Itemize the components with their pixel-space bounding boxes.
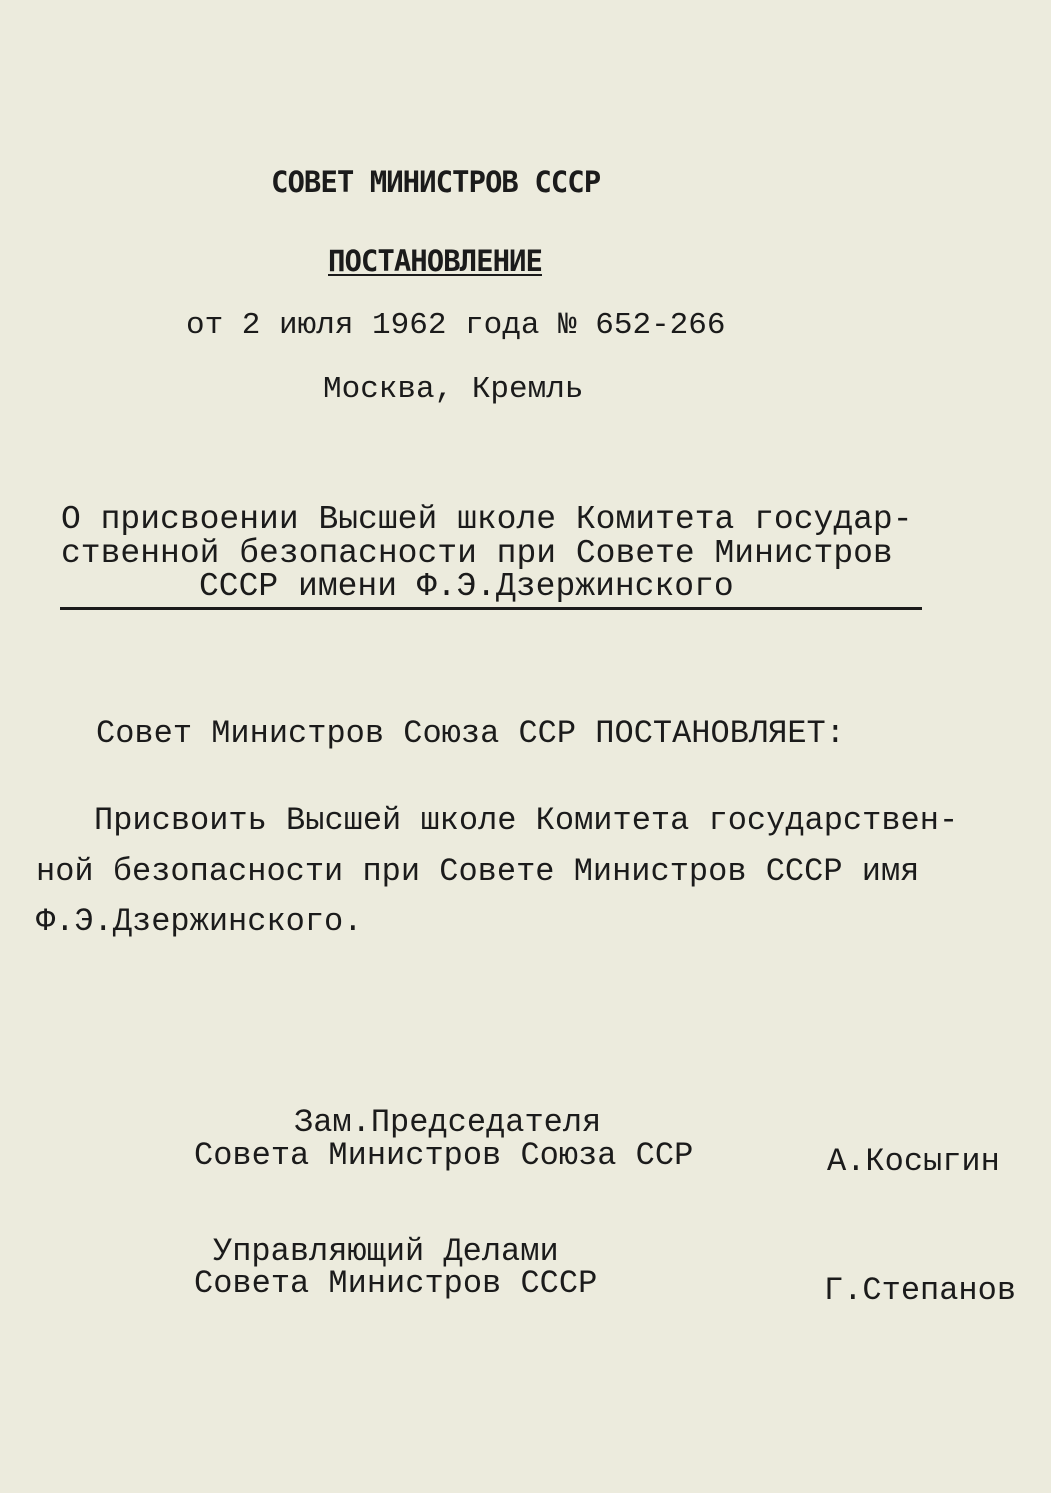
- subject-line: СССР имени Ф.Э.Дзержинского: [199, 568, 734, 605]
- subject-underline-rule: [60, 607, 922, 610]
- decree-paragraph-line: ной безопасности при Совете Министров СССР имя: [36, 853, 920, 890]
- signatory-title: Совета Министров СССР: [194, 1265, 598, 1302]
- decree-intro: Совет Министров Союза ССР ПОСТАНОВЛЯЕТ:: [96, 715, 845, 752]
- decree-paragraph-line: Присвоить Высшей школе Комитета государствен-: [94, 802, 959, 839]
- document-date-number: от 2 июля 1962 года № 652-266: [186, 308, 726, 343]
- signatory-title: Совета Министров Союза ССР: [194, 1137, 694, 1174]
- signatory-title: Управляющий Делами: [213, 1233, 559, 1270]
- signatory-name: Г.Степанов: [824, 1272, 1017, 1309]
- subject-line: О присвоении Высшей школе Комитета государ-: [61, 501, 913, 538]
- signatory-name: А.Косыгин: [827, 1143, 1000, 1180]
- document-place: Москва, Кремль: [323, 372, 584, 407]
- subject-line: ственной безопасности при Совете Министров: [61, 535, 893, 572]
- institution-heading: СОВЕТ МИНИСТРОВ СССР: [271, 165, 601, 199]
- document-type-heading: ПОСТАНОВЛЕНИЕ: [328, 244, 542, 278]
- signatory-title: Зам.Председателя: [294, 1104, 602, 1141]
- decree-paragraph-line: Ф.Э.Дзержинского.: [36, 903, 363, 940]
